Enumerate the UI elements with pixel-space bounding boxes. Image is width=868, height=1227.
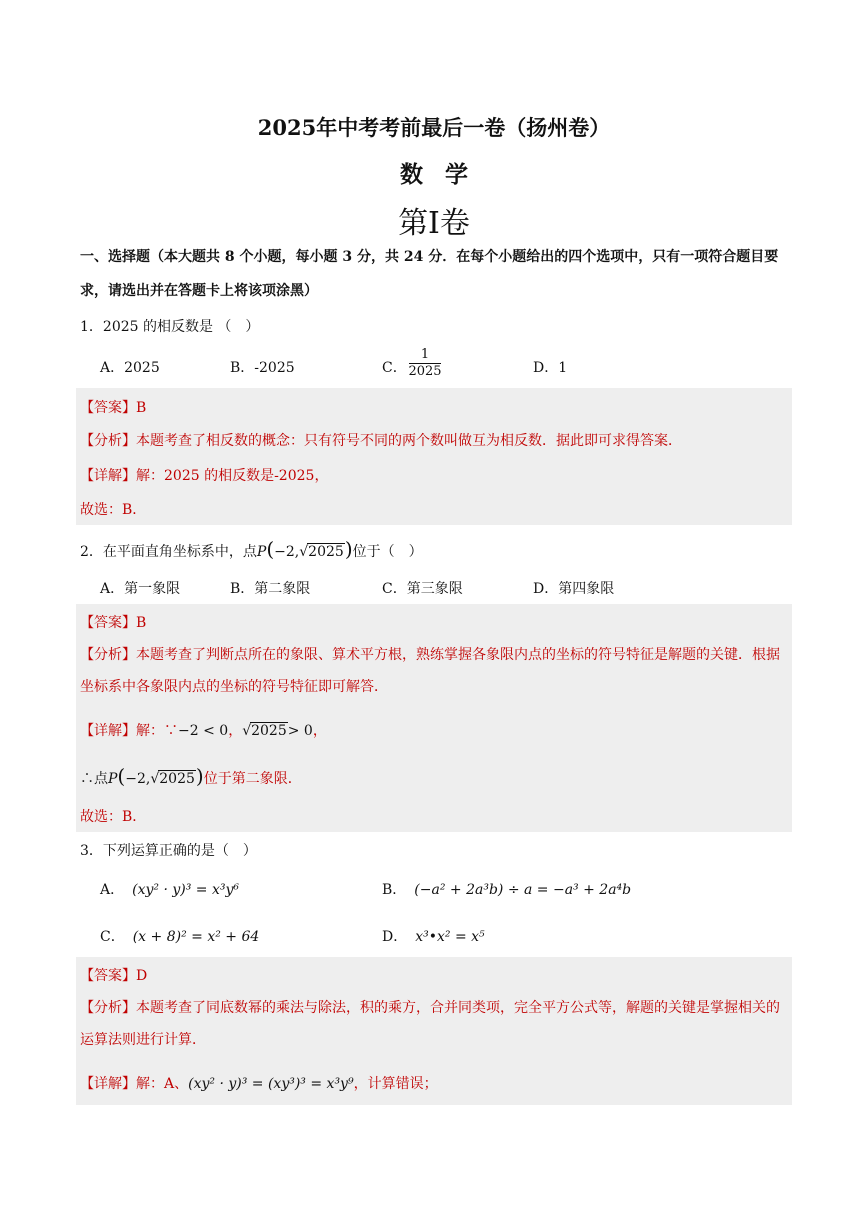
option-label: B．	[382, 882, 407, 898]
option-label: A．	[100, 882, 125, 898]
q3-option-d	[382, 926, 485, 946]
detail-sep: ，	[228, 723, 243, 739]
fraction-denominator: 2025	[408, 364, 442, 379]
detail-tag: 【详解】	[80, 468, 136, 484]
option-label: C．	[100, 929, 125, 945]
detail-radicand: 2025	[251, 723, 287, 739]
sqrt-symbol: √	[242, 723, 252, 739]
detail-tag: 【详解】	[80, 1076, 136, 1092]
point-x: −2,	[125, 771, 151, 787]
question-2-stem: 2．在平面直角坐标系中，点P(−2,√2025)位于（ ）	[80, 537, 423, 561]
q1-analysis	[80, 430, 682, 450]
exam-title: 2025年中考考前最后一卷（扬州卷）	[257, 115, 611, 140]
q3-analysis	[80, 992, 792, 1056]
analysis-text: 本题考查了同底数幂的乘法与除法，积的乘方，合并同类项，完全平方公式等，解题的关键是掌握相关的运算法则进行计算．	[80, 1000, 780, 1048]
q2-option-a: A．第一象限	[100, 581, 181, 597]
section-heading: 一、选择题（本大题共 8 个小题，每小题 3 分，共 24 分．在每个小题给出的四个选项中，只有一项符合题目要求，请选出并在答题卡上将该项涂黑）	[80, 249, 779, 299]
q1-option-a: A．2025	[100, 360, 160, 376]
q2-answer: 【答案】B	[80, 615, 147, 631]
q1-solution-box	[76, 388, 792, 525]
q1-detail	[80, 465, 328, 485]
detail-end: ，	[312, 723, 327, 739]
subject-title: 数学	[400, 161, 490, 188]
q3-answer: 【答案】D	[80, 968, 148, 984]
q2-option-b: B．第二象限	[230, 581, 311, 597]
q2-point: P	[256, 544, 267, 560]
q2-radicand: 2025	[308, 544, 344, 560]
q2-stem-post: 位于（ ）	[352, 544, 423, 560]
detail-ineq-2: > 0	[287, 723, 313, 739]
q2-coord-x: −2,	[274, 544, 300, 560]
q2-stem-pre: 2．在平面直角坐标系中，点	[80, 544, 257, 560]
q1-option-b: B．-2025	[230, 360, 295, 376]
q3-option-a	[100, 879, 239, 899]
detail-pre: 解：A、	[136, 1076, 189, 1092]
detail-expression: (xy² · y)³ = (xy³)³ = x³y⁹	[188, 1076, 354, 1092]
q3-detail	[80, 1073, 438, 1093]
q2-option-d: D．第四象限	[533, 581, 615, 597]
therefore-text: ∴点	[80, 771, 108, 787]
q1-option-c-label: C．	[382, 360, 407, 376]
detail-tag: 【详解】	[80, 723, 136, 739]
detail-pre: 解：∵	[136, 723, 178, 739]
q2-conclusion: 故选：B．	[80, 809, 147, 825]
sqrt-symbol: √	[299, 544, 309, 560]
q3-option-b	[382, 879, 631, 899]
sqrt-symbol: √	[150, 771, 160, 787]
q2-detail	[80, 720, 327, 740]
point-label: P	[108, 771, 118, 787]
analysis-text: 本题考查了判断点所在的象限、算术平方根，熟练掌握各象限内点的坐标的符号特征是解题的关键．根据坐标系中各象限内点的坐标的符号特征即可解答．	[80, 647, 780, 695]
analysis-text: 本题考查了相反数的概念：只有符号不同的两个数叫做互为相反数．据此即可求得答案．	[136, 433, 682, 449]
q2-analysis	[80, 639, 792, 703]
q1-option-c-fraction	[405, 347, 445, 380]
detail-post: ，计算错误；	[353, 1076, 438, 1092]
question-3-stem: 3．下列运算正确的是（ ）	[80, 843, 257, 859]
analysis-tag: 【分析】	[80, 647, 136, 663]
option-expression: (xy² · y)³ = x³y⁶	[132, 882, 239, 898]
analysis-tag: 【分析】	[80, 433, 136, 449]
question-1-stem: 1．2025 的相反数是 （ ）	[80, 319, 260, 335]
q1-option-d: D．1	[533, 360, 568, 376]
option-label: D．	[382, 929, 408, 945]
detail-text: 解：2025 的相反数是-2025，	[136, 468, 329, 484]
fraction-numerator: 1	[420, 347, 430, 362]
analysis-tag: 【分析】	[80, 1000, 136, 1016]
q2-option-c: C．第三象限	[382, 581, 463, 597]
option-expression: (−a² + 2a³b) ÷ a = −a³ + 2a⁴b	[414, 882, 632, 898]
point-radicand: 2025	[159, 771, 195, 787]
option-expression: (x + 8)² = x² + 64	[132, 929, 260, 945]
volume-title: 第I卷	[398, 206, 470, 241]
q3-option-c	[100, 926, 259, 946]
q1-answer: 【答案】B	[80, 400, 147, 416]
option-expression: x³•x² = x⁵	[415, 929, 485, 945]
q2-therefore: ∴点P(−2,√2025)位于第二象限．	[80, 764, 302, 788]
q1-conclusion: 故选：B．	[80, 502, 147, 518]
therefore-post: 位于第二象限．	[203, 771, 302, 787]
detail-ineq-1: −2 < 0	[178, 723, 229, 739]
